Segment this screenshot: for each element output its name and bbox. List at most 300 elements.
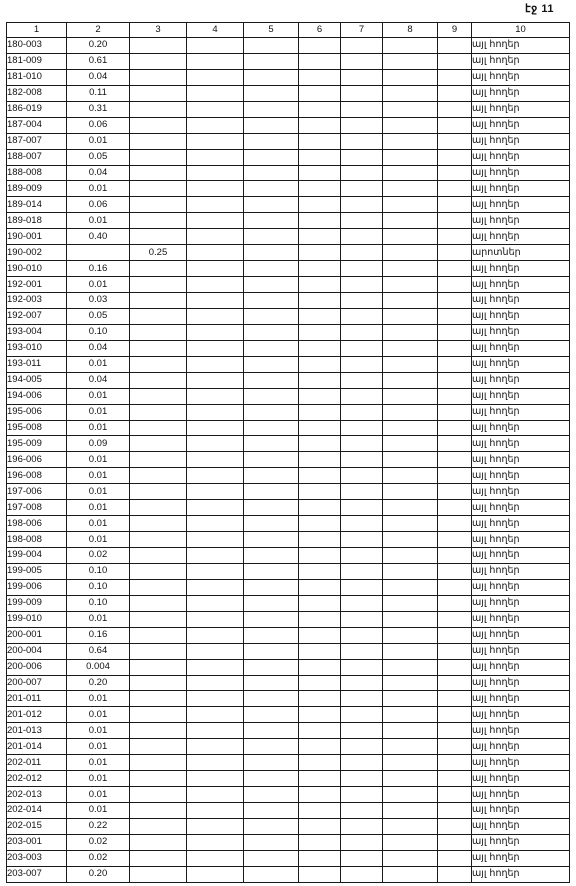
area-value-cell: 0.02 bbox=[67, 834, 130, 850]
column-3-cell bbox=[130, 229, 187, 245]
table-row bbox=[7, 404, 570, 420]
table-row bbox=[7, 755, 570, 771]
column-4-cell bbox=[187, 532, 244, 548]
column-9-cell bbox=[438, 38, 472, 54]
table-row bbox=[7, 484, 570, 500]
table-row bbox=[7, 181, 570, 197]
table-row bbox=[7, 452, 570, 468]
column-4-cell bbox=[187, 500, 244, 516]
column-9-cell bbox=[438, 261, 472, 277]
column-9-cell bbox=[438, 372, 472, 388]
header-cell: 7 bbox=[341, 23, 383, 38]
column-8-cell bbox=[383, 85, 438, 101]
column-5-cell bbox=[244, 468, 299, 484]
column-4-cell bbox=[187, 53, 244, 69]
column-3-cell bbox=[130, 213, 187, 229]
column-4-cell bbox=[187, 468, 244, 484]
table-body bbox=[7, 38, 570, 883]
column-4-cell bbox=[187, 261, 244, 277]
column-7-cell bbox=[341, 165, 383, 181]
column-4-cell bbox=[187, 420, 244, 436]
column-6-cell bbox=[299, 643, 341, 659]
parcel-code-cell: 189-018 bbox=[7, 213, 67, 229]
parcel-code-cell: 198-006 bbox=[7, 516, 67, 532]
land-type-cell: այլ հողեր bbox=[472, 117, 570, 133]
column-7-cell bbox=[341, 308, 383, 324]
column-6-cell bbox=[299, 834, 341, 850]
column-6-cell bbox=[299, 532, 341, 548]
column-8-cell bbox=[383, 563, 438, 579]
column-4-cell bbox=[187, 197, 244, 213]
column-7-cell bbox=[341, 611, 383, 627]
land-type-cell: արոտներ bbox=[472, 245, 570, 261]
column-3-cell bbox=[130, 356, 187, 372]
column-6-cell bbox=[299, 356, 341, 372]
column-8-cell bbox=[383, 771, 438, 787]
column-6-cell bbox=[299, 372, 341, 388]
area-value-cell: 0.10 bbox=[67, 324, 130, 340]
parcel-code-cell: 203-003 bbox=[7, 850, 67, 866]
land-type-cell: այլ հողեր bbox=[472, 213, 570, 229]
column-7-cell bbox=[341, 691, 383, 707]
column-4-cell bbox=[187, 277, 244, 293]
area-value-cell: 0.09 bbox=[67, 436, 130, 452]
column-4-cell bbox=[187, 229, 244, 245]
column-7-cell bbox=[341, 500, 383, 516]
column-5-cell bbox=[244, 404, 299, 420]
column-3-cell bbox=[130, 850, 187, 866]
column-5-cell bbox=[244, 436, 299, 452]
column-4-cell bbox=[187, 484, 244, 500]
land-type-cell: այլ հողեր bbox=[472, 293, 570, 309]
column-6-cell bbox=[299, 611, 341, 627]
column-8-cell bbox=[383, 324, 438, 340]
area-value-cell: 0.01 bbox=[67, 452, 130, 468]
column-3-cell bbox=[130, 691, 187, 707]
area-value-cell: 0.01 bbox=[67, 707, 130, 723]
column-4-cell bbox=[187, 834, 244, 850]
column-7-cell bbox=[341, 548, 383, 564]
column-4-cell bbox=[187, 245, 244, 261]
column-3-cell bbox=[130, 866, 187, 882]
column-9-cell bbox=[438, 834, 472, 850]
column-4-cell bbox=[187, 691, 244, 707]
header-row bbox=[7, 23, 570, 38]
parcel-code-cell: 190-010 bbox=[7, 261, 67, 277]
table-row bbox=[7, 850, 570, 866]
column-7-cell bbox=[341, 181, 383, 197]
column-5-cell bbox=[244, 165, 299, 181]
column-9-cell bbox=[438, 404, 472, 420]
column-6-cell bbox=[299, 850, 341, 866]
land-type-cell: այլ հողեր bbox=[472, 69, 570, 85]
column-6-cell bbox=[299, 484, 341, 500]
column-7-cell bbox=[341, 532, 383, 548]
column-4-cell bbox=[187, 739, 244, 755]
column-3-cell bbox=[130, 277, 187, 293]
land-type-cell: այլ հողեր bbox=[472, 340, 570, 356]
column-5-cell bbox=[244, 388, 299, 404]
column-5-cell bbox=[244, 611, 299, 627]
table-row bbox=[7, 771, 570, 787]
area-value-cell: 0.01 bbox=[67, 787, 130, 803]
column-5-cell bbox=[244, 675, 299, 691]
parcel-code-cell: 202-012 bbox=[7, 771, 67, 787]
parcel-code-cell: 195-006 bbox=[7, 404, 67, 420]
column-5-cell bbox=[244, 308, 299, 324]
column-5-cell bbox=[244, 229, 299, 245]
column-3-cell bbox=[130, 484, 187, 500]
column-3-cell bbox=[130, 388, 187, 404]
parcel-code-cell: 201-013 bbox=[7, 723, 67, 739]
column-9-cell bbox=[438, 436, 472, 452]
column-5-cell bbox=[244, 452, 299, 468]
column-9-cell bbox=[438, 452, 472, 468]
column-4-cell bbox=[187, 818, 244, 834]
column-7-cell bbox=[341, 117, 383, 133]
header-cell: 1 bbox=[7, 23, 67, 38]
column-4-cell bbox=[187, 611, 244, 627]
parcel-code-cell: 190-001 bbox=[7, 229, 67, 245]
column-3-cell bbox=[130, 133, 187, 149]
column-4-cell bbox=[187, 548, 244, 564]
column-6-cell bbox=[299, 165, 341, 181]
column-9-cell bbox=[438, 53, 472, 69]
land-type-cell: այլ հողեր bbox=[472, 468, 570, 484]
area-value-cell: 0.04 bbox=[67, 340, 130, 356]
column-3-cell bbox=[130, 468, 187, 484]
column-4-cell bbox=[187, 117, 244, 133]
table-row bbox=[7, 372, 570, 388]
area-value-cell: 0.10 bbox=[67, 595, 130, 611]
column-4-cell bbox=[187, 675, 244, 691]
parcel-code-cell: 200-004 bbox=[7, 643, 67, 659]
column-5-cell bbox=[244, 834, 299, 850]
column-3-cell bbox=[130, 53, 187, 69]
column-4-cell bbox=[187, 69, 244, 85]
column-4-cell bbox=[187, 356, 244, 372]
area-value-cell: 0.01 bbox=[67, 133, 130, 149]
land-type-cell: այլ հողեր bbox=[472, 261, 570, 277]
column-6-cell bbox=[299, 85, 341, 101]
column-8-cell bbox=[383, 707, 438, 723]
column-6-cell bbox=[299, 197, 341, 213]
column-9-cell bbox=[438, 595, 472, 611]
column-4-cell bbox=[187, 38, 244, 54]
table-row bbox=[7, 69, 570, 85]
column-4-cell bbox=[187, 707, 244, 723]
column-6-cell bbox=[299, 149, 341, 165]
column-8-cell bbox=[383, 755, 438, 771]
parcel-code-cell: 199-005 bbox=[7, 563, 67, 579]
parcel-code-cell: 192-003 bbox=[7, 293, 67, 309]
parcel-code-cell: 196-008 bbox=[7, 468, 67, 484]
table-row bbox=[7, 723, 570, 739]
column-7-cell bbox=[341, 356, 383, 372]
column-9-cell bbox=[438, 229, 472, 245]
table-row bbox=[7, 563, 570, 579]
column-5-cell bbox=[244, 85, 299, 101]
parcel-code-cell: 201-011 bbox=[7, 691, 67, 707]
column-3-cell bbox=[130, 38, 187, 54]
column-6-cell bbox=[299, 723, 341, 739]
column-5-cell bbox=[244, 803, 299, 819]
area-value-cell: 0.20 bbox=[67, 866, 130, 882]
column-7-cell bbox=[341, 818, 383, 834]
column-9-cell bbox=[438, 388, 472, 404]
header-cell: 2 bbox=[67, 23, 130, 38]
column-7-cell bbox=[341, 643, 383, 659]
column-7-cell bbox=[341, 229, 383, 245]
column-8-cell bbox=[383, 213, 438, 229]
column-6-cell bbox=[299, 659, 341, 675]
column-5-cell bbox=[244, 500, 299, 516]
column-7-cell bbox=[341, 133, 383, 149]
land-type-cell: այլ հողեր bbox=[472, 133, 570, 149]
parcel-code-cell: 181-009 bbox=[7, 53, 67, 69]
column-9-cell bbox=[438, 723, 472, 739]
parcel-code-cell: 193-010 bbox=[7, 340, 67, 356]
column-6-cell bbox=[299, 691, 341, 707]
column-9-cell bbox=[438, 197, 472, 213]
column-9-cell bbox=[438, 516, 472, 532]
column-8-cell bbox=[383, 69, 438, 85]
land-type-cell: այլ հողեր bbox=[472, 548, 570, 564]
parcel-code-cell: 182-008 bbox=[7, 85, 67, 101]
area-value-cell: 0.16 bbox=[67, 261, 130, 277]
column-8-cell bbox=[383, 850, 438, 866]
land-type-cell: այլ հողեր bbox=[472, 388, 570, 404]
column-8-cell bbox=[383, 149, 438, 165]
column-7-cell bbox=[341, 579, 383, 595]
parcel-code-cell: 188-007 bbox=[7, 149, 67, 165]
table-row bbox=[7, 388, 570, 404]
parcel-code-cell: 194-005 bbox=[7, 372, 67, 388]
column-9-cell bbox=[438, 787, 472, 803]
table-row bbox=[7, 117, 570, 133]
area-value-cell: 0.22 bbox=[67, 818, 130, 834]
table-row bbox=[7, 53, 570, 69]
table-row bbox=[7, 516, 570, 532]
land-type-cell: այլ հողեր bbox=[472, 563, 570, 579]
parcel-code-cell: 200-007 bbox=[7, 675, 67, 691]
column-5-cell bbox=[244, 627, 299, 643]
column-6-cell bbox=[299, 293, 341, 309]
column-4-cell bbox=[187, 771, 244, 787]
table-row bbox=[7, 468, 570, 484]
parcel-code-cell: 198-008 bbox=[7, 532, 67, 548]
land-type-cell: այլ հողեր bbox=[472, 149, 570, 165]
column-4-cell bbox=[187, 516, 244, 532]
column-3-cell bbox=[130, 436, 187, 452]
land-type-cell: այլ հողեր bbox=[472, 436, 570, 452]
column-7-cell bbox=[341, 340, 383, 356]
column-4-cell bbox=[187, 340, 244, 356]
parcel-code-cell: 196-006 bbox=[7, 452, 67, 468]
column-8-cell bbox=[383, 101, 438, 117]
column-8-cell bbox=[383, 340, 438, 356]
column-9-cell bbox=[438, 532, 472, 548]
column-4-cell bbox=[187, 404, 244, 420]
land-type-cell: այլ հողեր bbox=[472, 516, 570, 532]
parcel-code-cell: 190-002 bbox=[7, 245, 67, 261]
table-row bbox=[7, 611, 570, 627]
parcel-code-cell: 203-007 bbox=[7, 866, 67, 882]
column-9-cell bbox=[438, 85, 472, 101]
column-8-cell bbox=[383, 452, 438, 468]
land-type-cell: այլ հողեր bbox=[472, 38, 570, 54]
column-7-cell bbox=[341, 803, 383, 819]
column-5-cell bbox=[244, 866, 299, 882]
column-8-cell bbox=[383, 739, 438, 755]
land-type-cell: այլ հողեր bbox=[472, 532, 570, 548]
column-5-cell bbox=[244, 771, 299, 787]
land-type-cell: այլ հողեր bbox=[472, 420, 570, 436]
column-6-cell bbox=[299, 38, 341, 54]
column-5-cell bbox=[244, 197, 299, 213]
column-4-cell bbox=[187, 308, 244, 324]
column-3-cell bbox=[130, 659, 187, 675]
column-7-cell bbox=[341, 69, 383, 85]
column-5-cell bbox=[244, 659, 299, 675]
land-type-cell: այլ հողեր bbox=[472, 500, 570, 516]
column-4-cell bbox=[187, 755, 244, 771]
column-6-cell bbox=[299, 133, 341, 149]
column-8-cell bbox=[383, 484, 438, 500]
table-row bbox=[7, 149, 570, 165]
column-7-cell bbox=[341, 245, 383, 261]
area-value-cell: 0.01 bbox=[67, 388, 130, 404]
table-row bbox=[7, 261, 570, 277]
column-7-cell bbox=[341, 101, 383, 117]
column-6-cell bbox=[299, 516, 341, 532]
parcel-code-cell: 180-003 bbox=[7, 38, 67, 54]
table-row bbox=[7, 834, 570, 850]
area-value-cell: 0.16 bbox=[67, 627, 130, 643]
column-6-cell bbox=[299, 117, 341, 133]
column-4-cell bbox=[187, 165, 244, 181]
column-8-cell bbox=[383, 293, 438, 309]
table-row bbox=[7, 532, 570, 548]
parcel-code-cell: 188-008 bbox=[7, 165, 67, 181]
area-value-cell: 0.11 bbox=[67, 85, 130, 101]
column-5-cell bbox=[244, 372, 299, 388]
area-value-cell bbox=[67, 245, 130, 261]
table-row bbox=[7, 356, 570, 372]
column-9-cell bbox=[438, 755, 472, 771]
column-4-cell bbox=[187, 659, 244, 675]
land-type-cell: այլ հողեր bbox=[472, 787, 570, 803]
column-8-cell bbox=[383, 277, 438, 293]
area-value-cell: 0.01 bbox=[67, 500, 130, 516]
column-9-cell bbox=[438, 245, 472, 261]
column-4-cell bbox=[187, 866, 244, 882]
column-9-cell bbox=[438, 468, 472, 484]
column-3-cell bbox=[130, 165, 187, 181]
column-7-cell bbox=[341, 452, 383, 468]
area-value-cell: 0.01 bbox=[67, 213, 130, 229]
table-row bbox=[7, 101, 570, 117]
parcel-code-cell: 197-008 bbox=[7, 500, 67, 516]
column-7-cell bbox=[341, 293, 383, 309]
column-9-cell bbox=[438, 643, 472, 659]
table-row bbox=[7, 133, 570, 149]
area-value-cell: 0.01 bbox=[67, 755, 130, 771]
column-9-cell bbox=[438, 293, 472, 309]
land-type-cell: այլ հողեր bbox=[472, 659, 570, 675]
column-8-cell bbox=[383, 548, 438, 564]
column-8-cell bbox=[383, 659, 438, 675]
column-3-cell bbox=[130, 181, 187, 197]
area-value-cell: 0.31 bbox=[67, 101, 130, 117]
parcel-code-cell: 193-004 bbox=[7, 324, 67, 340]
header-cell: 8 bbox=[383, 23, 438, 38]
column-8-cell bbox=[383, 436, 438, 452]
table-row bbox=[7, 245, 570, 261]
column-7-cell bbox=[341, 659, 383, 675]
column-9-cell bbox=[438, 675, 472, 691]
column-6-cell bbox=[299, 468, 341, 484]
area-value-cell: 0.01 bbox=[67, 532, 130, 548]
area-value-cell: 0.01 bbox=[67, 611, 130, 627]
column-6-cell bbox=[299, 579, 341, 595]
column-3-cell bbox=[130, 500, 187, 516]
column-3-cell bbox=[130, 117, 187, 133]
land-type-cell: այլ հողեր bbox=[472, 356, 570, 372]
column-6-cell bbox=[299, 308, 341, 324]
column-9-cell bbox=[438, 420, 472, 436]
column-5-cell bbox=[244, 53, 299, 69]
parcel-code-cell: 201-014 bbox=[7, 739, 67, 755]
column-9-cell bbox=[438, 101, 472, 117]
column-6-cell bbox=[299, 404, 341, 420]
column-6-cell bbox=[299, 101, 341, 117]
column-3-cell bbox=[130, 579, 187, 595]
column-9-cell bbox=[438, 818, 472, 834]
land-type-cell: այլ հողեր bbox=[472, 818, 570, 834]
column-3-cell bbox=[130, 787, 187, 803]
column-9-cell bbox=[438, 579, 472, 595]
column-5-cell bbox=[244, 516, 299, 532]
column-8-cell bbox=[383, 500, 438, 516]
land-type-cell: այլ հողեր bbox=[472, 803, 570, 819]
area-value-cell: 0.01 bbox=[67, 691, 130, 707]
area-value-cell: 0.04 bbox=[67, 165, 130, 181]
column-3-cell bbox=[130, 563, 187, 579]
parcel-code-cell: 189-014 bbox=[7, 197, 67, 213]
column-6-cell bbox=[299, 563, 341, 579]
column-3-cell bbox=[130, 834, 187, 850]
column-3-cell bbox=[130, 643, 187, 659]
area-value-cell: 0.04 bbox=[67, 372, 130, 388]
column-9-cell bbox=[438, 484, 472, 500]
table-row bbox=[7, 500, 570, 516]
column-3-cell bbox=[130, 516, 187, 532]
table-row bbox=[7, 643, 570, 659]
column-3-cell bbox=[130, 308, 187, 324]
column-8-cell bbox=[383, 691, 438, 707]
column-5-cell bbox=[244, 818, 299, 834]
column-7-cell bbox=[341, 850, 383, 866]
parcel-code-cell: 192-007 bbox=[7, 308, 67, 324]
table-row bbox=[7, 38, 570, 54]
column-9-cell bbox=[438, 627, 472, 643]
table-row bbox=[7, 324, 570, 340]
land-type-cell: այլ հողեր bbox=[472, 324, 570, 340]
parcel-code-cell: 202-014 bbox=[7, 803, 67, 819]
column-5-cell bbox=[244, 787, 299, 803]
table-row bbox=[7, 165, 570, 181]
